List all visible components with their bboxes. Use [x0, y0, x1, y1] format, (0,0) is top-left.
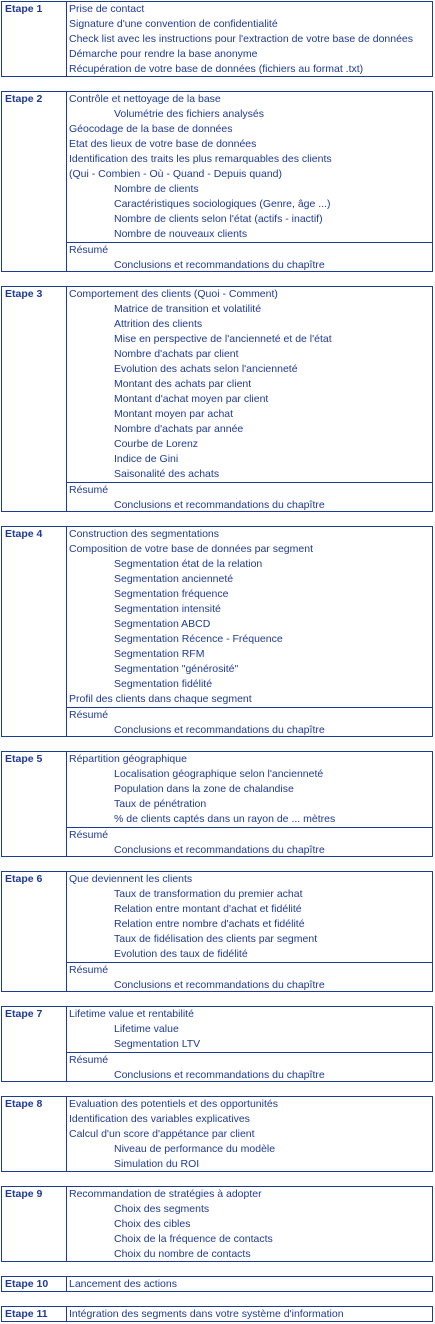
- step-9: [1, 1186, 433, 1262]
- step-item: Récupération de votre base de données (fichiers au format .txt): [69, 63, 364, 75]
- step-item: Contrôle et nettoyage de la base: [69, 93, 221, 105]
- step-subitem: Segmentation état de la relation: [114, 558, 263, 570]
- step-content: [67, 1307, 432, 1321]
- step-subitem: Matrice de transition et volatilité: [114, 303, 262, 315]
- step-item: Lancement des actions: [69, 1278, 177, 1290]
- step-item: Répartition géographique: [69, 753, 187, 765]
- step-item: Profil des clients dans chaque segment: [69, 693, 252, 705]
- step-label: Etape 10: [2, 1277, 67, 1291]
- resume-title: Résumé: [69, 1054, 109, 1066]
- step-7: [1, 1006, 433, 1082]
- step-subitem: Segmentation intensité: [114, 603, 221, 615]
- step-item: Calcul d'un score d'appétance par client: [69, 1128, 255, 1140]
- step-content: [67, 92, 432, 271]
- step-subitem: Relation entre nombre d'achats et fidélité: [114, 918, 305, 930]
- step-subitem: Simulation du ROI: [114, 1158, 200, 1170]
- step-content: [67, 1277, 432, 1291]
- step-subitem: Nombre de nouveaux clients: [114, 228, 248, 240]
- resume-block: [67, 707, 432, 738]
- step-subitem: Taux de fidélisation des clients par segment: [114, 933, 318, 945]
- step-item: Etat des lieux de votre base de données: [69, 138, 257, 150]
- step-content: [67, 2, 432, 76]
- resume-block: [67, 1052, 432, 1083]
- step-subitem: Nombre d'achats par client: [114, 348, 239, 360]
- step-label: Etape 1: [2, 2, 67, 76]
- step-subitem: Segmentation ancienneté: [114, 573, 234, 585]
- step-label: Etape 7: [2, 1007, 67, 1081]
- step-subitem: Lifetime value: [114, 1023, 179, 1035]
- step-label: Etape 11: [2, 1307, 67, 1321]
- step-item: (Qui - Combien - Où - Quand - Depuis quand): [69, 168, 283, 180]
- step-item: Prise de contact: [69, 3, 145, 15]
- resume-title: Résumé: [69, 709, 109, 721]
- step-item: Intégration des segments dans votre système d'information: [69, 1308, 344, 1320]
- step-subitem: Courbe de Lorenz: [114, 438, 199, 450]
- step-subitem: % de clients captés dans un rayon de ... mètres: [114, 813, 336, 825]
- resume-conclusions: Conclusions et recommandations du chapître: [114, 979, 325, 991]
- step-subitem: Population dans la zone de chalandise: [114, 783, 294, 795]
- step-subitem: Attrition des clients: [114, 318, 203, 330]
- step-subitem: Choix du nombre de contacts: [114, 1248, 251, 1260]
- step-subitem: Localisation géographique selon l'ancienneté: [114, 768, 324, 780]
- resume-conclusions: Conclusions et recommandations du chapître: [114, 844, 325, 856]
- step-5: [1, 751, 433, 857]
- step-item: Signature d'une convention de confidentialité: [69, 18, 278, 30]
- step-subitem: Montant d'achat moyen par client: [114, 393, 269, 405]
- step-subitem: Evolution des achats selon l'ancienneté: [114, 363, 298, 375]
- step-label: Etape 9: [2, 1187, 67, 1261]
- step-subitem: Evolution des taux de fidélité: [114, 948, 248, 960]
- step-item: Composition de votre base de données par segment: [69, 543, 313, 555]
- step-content: [67, 1007, 432, 1081]
- step-subitem: Nombre de clients selon l'état (actifs - inactif): [114, 213, 323, 225]
- step-subitem: Segmentation "générosité": [114, 663, 239, 675]
- step-subitem: Volumétrie des fichiers analysés: [114, 108, 264, 120]
- step-item: Géocodage de la base de données: [69, 123, 233, 135]
- step-item: Lifetime value et rentabilité: [69, 1008, 194, 1020]
- step-4: [1, 526, 433, 737]
- step-subitem: Nombre de clients: [114, 183, 199, 195]
- step-item: Démarche pour rendre la base anonyme: [69, 48, 258, 60]
- step-subitem: Choix de la fréquence de contacts: [114, 1233, 273, 1245]
- step-subitem: Indice de Gini: [114, 453, 179, 465]
- step-item: Identification des variables explicatives: [69, 1113, 250, 1125]
- step-item: Comportement des clients (Quoi - Comment): [69, 288, 278, 300]
- step-subitem: Segmentation RFM: [114, 648, 205, 660]
- step-item: Construction des segmentations: [69, 528, 219, 540]
- step-label: Etape 6: [2, 872, 67, 991]
- step-subitem: Niveau de performance du modèle: [114, 1143, 276, 1155]
- resume-conclusions: Conclusions et recommandations du chapître: [114, 499, 325, 511]
- step-label: Etape 8: [2, 1097, 67, 1171]
- step-label: Etape 2: [2, 92, 67, 271]
- resume-conclusions: Conclusions et recommandations du chapître: [114, 724, 325, 736]
- resume-conclusions: Conclusions et recommandations du chapître: [114, 1069, 325, 1081]
- step-item: Evaluation des potentiels et des opportunités: [69, 1098, 278, 1110]
- step-subitem: Montant des achats par client: [114, 378, 252, 390]
- step-subitem: Choix des cibles: [114, 1218, 191, 1230]
- step-subitem: Segmentation fidélité: [114, 678, 213, 690]
- step-subitem: Nombre d'achats par année: [114, 423, 244, 435]
- resume-block: [67, 827, 432, 858]
- step-item: Que deviennent les clients: [69, 873, 193, 885]
- step-subitem: Taux de transformation du premier achat: [114, 888, 303, 900]
- step-1: [1, 1, 433, 77]
- step-subitem: Taux de pénétration: [114, 798, 207, 810]
- resume-block: [67, 962, 432, 993]
- step-6: [1, 871, 433, 992]
- step-subitem: Relation entre montant d'achat et fidélité: [114, 903, 302, 915]
- step-item: Check list avec les instructions pour l'extraction de votre base de données: [69, 33, 414, 45]
- step-content: [67, 1187, 432, 1261]
- step-subitem: Segmentation fréquence: [114, 588, 229, 600]
- step-subitem: Choix des segments: [114, 1203, 210, 1215]
- resume-conclusions: Conclusions et recommandations du chapître: [114, 259, 325, 271]
- step-10: [1, 1276, 433, 1292]
- step-subitem: Caractéristiques sociologiques (Genre, âge ...): [114, 198, 331, 210]
- step-subitem: Mise en perspective de l'ancienneté et de l'état: [114, 333, 332, 345]
- step-label: Etape 3: [2, 287, 67, 511]
- step-content: [67, 752, 432, 856]
- resume-title: Résumé: [69, 829, 109, 841]
- step-subitem: Montant moyen par achat: [114, 408, 234, 420]
- step-3: [1, 286, 433, 512]
- step-11: [1, 1306, 433, 1322]
- step-subitem: Segmentation LTV: [114, 1038, 201, 1050]
- step-2: [1, 91, 433, 272]
- resume-title: Résumé: [69, 964, 109, 976]
- step-subitem: Segmentation Récence - Fréquence: [114, 633, 283, 645]
- step-item: Identification des traits les plus remarquables des clients: [69, 153, 332, 165]
- step-content: [67, 287, 432, 511]
- step-subitem: Segmentation ABCD: [114, 618, 211, 630]
- resume-title: Résumé: [69, 484, 109, 496]
- step-8: [1, 1096, 433, 1172]
- resume-block: [67, 482, 432, 513]
- step-item: Recommandation de stratégies à adopter: [69, 1188, 262, 1200]
- step-content: [67, 872, 432, 991]
- step-label: Etape 4: [2, 527, 67, 736]
- step-content: [67, 1097, 432, 1171]
- resume-title: Résumé: [69, 244, 109, 256]
- resume-block: [67, 242, 432, 273]
- step-content: [67, 527, 432, 736]
- step-subitem: Saisonalité des achats: [114, 468, 220, 480]
- step-label: Etape 5: [2, 752, 67, 856]
